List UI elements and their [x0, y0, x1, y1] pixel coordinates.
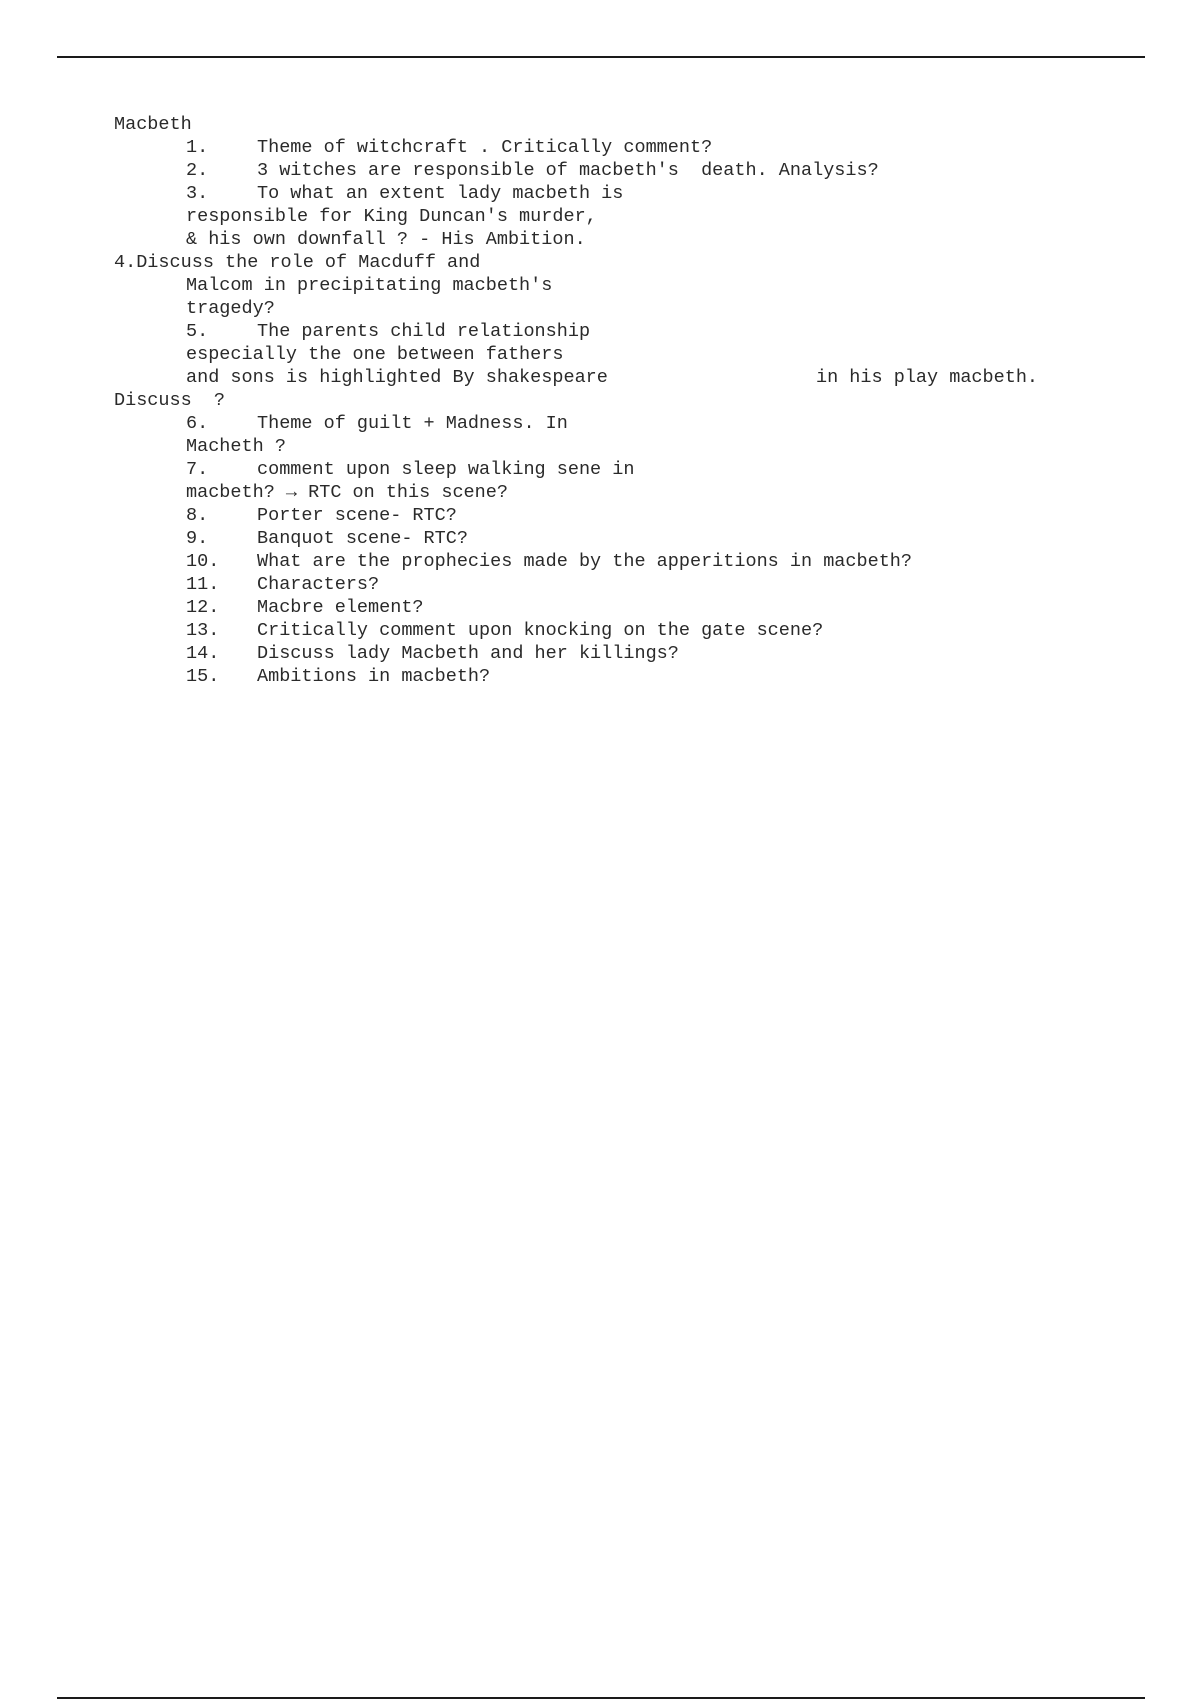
question-text: Discuss ? [114, 390, 226, 411]
question-text: especially the one between fathers [186, 344, 564, 365]
question-number: 1. [186, 137, 209, 158]
question-text: Theme of witchcraft . Critically comment? [257, 137, 713, 158]
question-number: 9. [186, 528, 209, 549]
question-number: 12. [186, 597, 220, 618]
question-number: 5. [186, 321, 209, 342]
question-text: tragedy? [186, 298, 275, 319]
question-text: What are the prophecies made by the apperitions in macbeth? [257, 551, 913, 572]
question-text: Porter scene- RTC? [257, 505, 457, 526]
question-number: 11. [186, 574, 220, 595]
question-number: 7. [186, 459, 209, 480]
question-text: Macheth ? [186, 436, 286, 457]
question-text: & his own downfall ? - His Ambition. [186, 229, 586, 250]
question-number: 8. [186, 505, 209, 526]
document-title: Macbeth [114, 114, 192, 135]
question-text: The parents child relationship [257, 321, 591, 342]
question-text: and sons is highlighted By shakespeare [186, 367, 608, 388]
question-text: macbeth? → RTC on this scene? [186, 482, 508, 503]
question-text: Discuss lady Macbeth and her killings? [257, 643, 679, 664]
question-number: 6. [186, 413, 209, 434]
footer-rule [57, 1697, 1145, 1699]
question-text: Theme of guilt + Madness. In [257, 413, 568, 434]
header-rule [57, 56, 1145, 58]
question-text: Characters? [257, 574, 380, 595]
question-text: Macbre element? [257, 597, 424, 618]
question-number: 10. [186, 551, 220, 572]
question-number: 14. [186, 643, 220, 664]
question-text: Ambitions in macbeth? [257, 666, 491, 687]
question-text: 3 witches are responsible of macbeth's death. Analysis? [257, 160, 879, 181]
question-number: 15. [186, 666, 220, 687]
question-text: 4.Discuss the role of Macduff and [114, 252, 481, 273]
question-text: Banquot scene- RTC? [257, 528, 468, 549]
question-text: comment upon sleep walking sene in [257, 459, 635, 480]
question-number: 3. [186, 183, 209, 204]
question-text: Malcom in precipitating macbeth's [186, 275, 553, 296]
question-text: in his play macbeth. [816, 367, 1039, 388]
question-number: 2. [186, 160, 209, 181]
question-text: Critically comment upon knocking on the gate scene? [257, 620, 824, 641]
question-text: responsible for King Duncan's murder, [186, 206, 597, 227]
question-text: To what an extent lady macbeth is [257, 183, 624, 204]
question-number: 13. [186, 620, 220, 641]
